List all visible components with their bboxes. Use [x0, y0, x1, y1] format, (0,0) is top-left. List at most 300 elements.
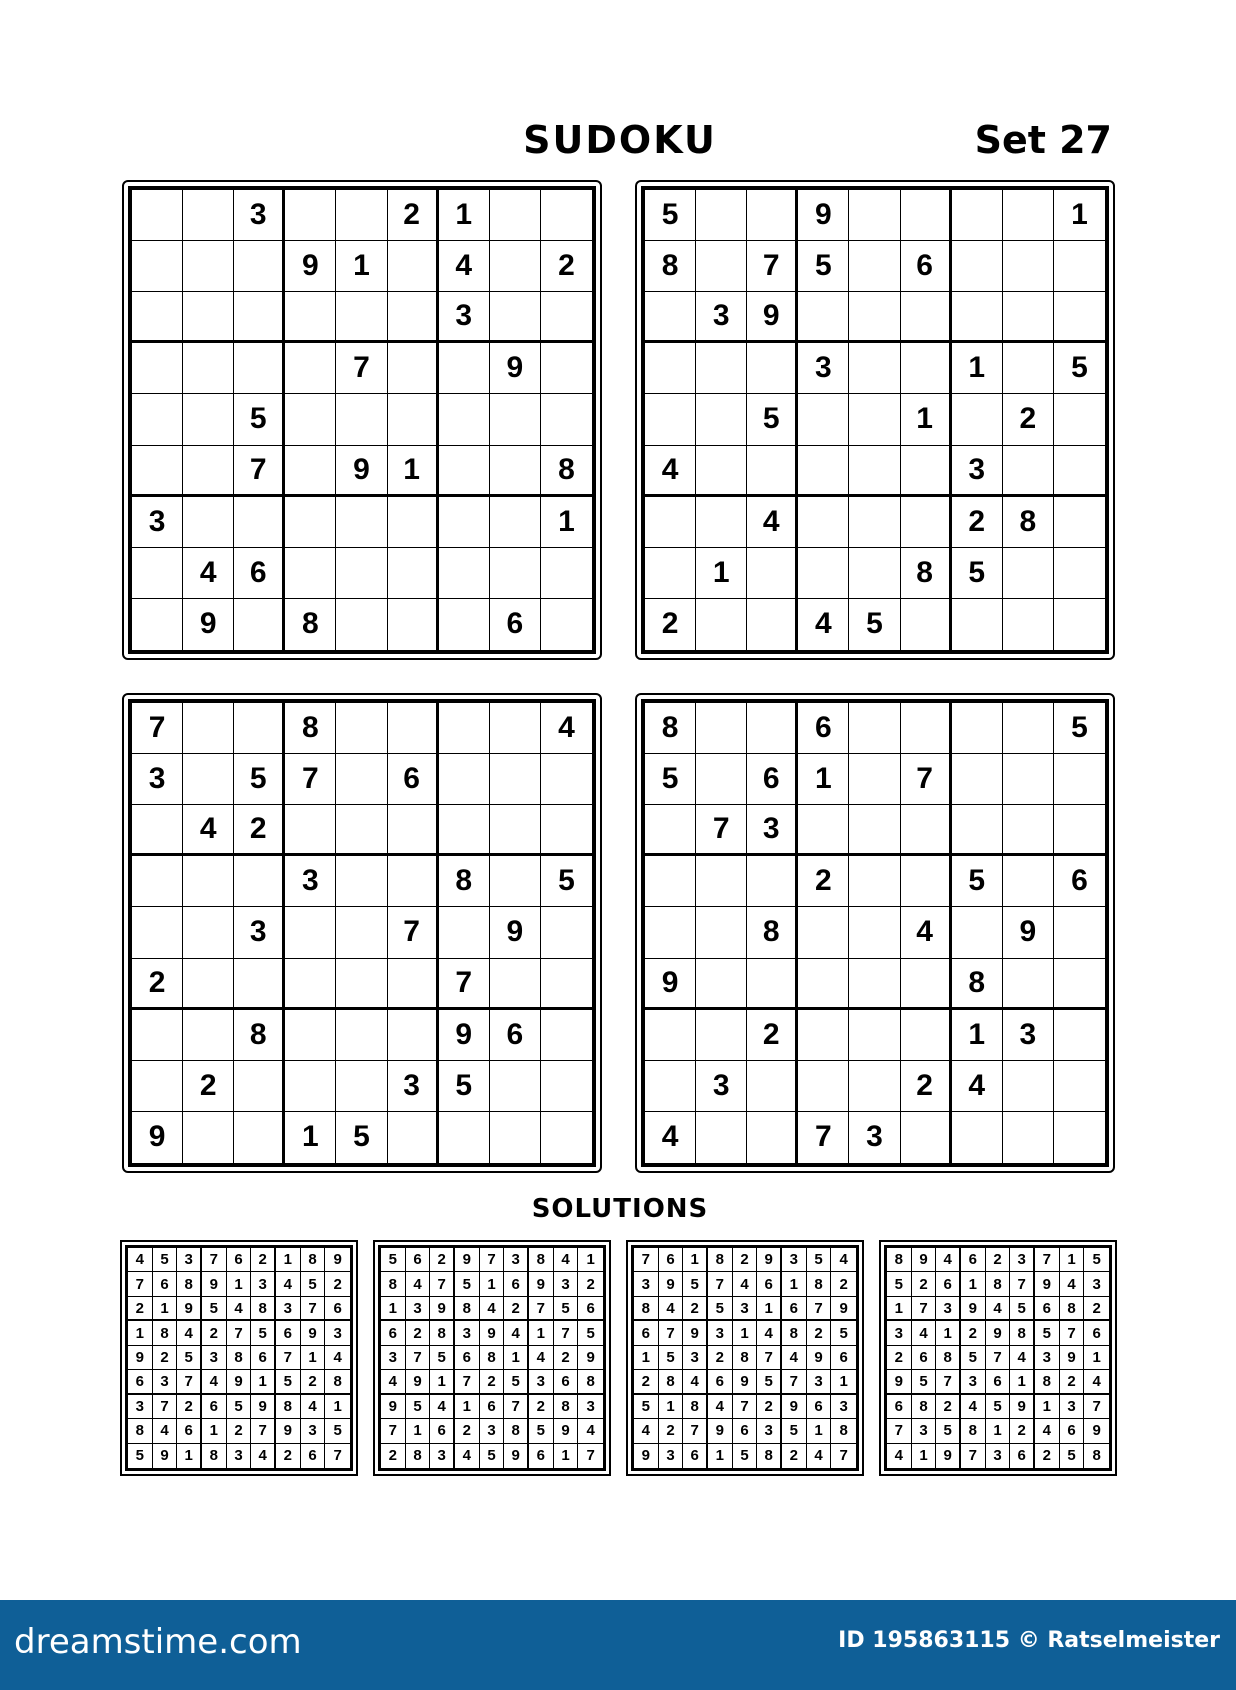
sudoku-cell[interactable]: [696, 394, 747, 445]
sudoku-cell[interactable]: [388, 805, 439, 856]
sudoku-cell: 6: [912, 1346, 937, 1370]
sudoku-cell[interactable]: [336, 394, 387, 445]
sudoku-cell[interactable]: [696, 497, 747, 548]
sudoku-cell[interactable]: [132, 343, 183, 394]
sudoku-cell[interactable]: [645, 1061, 696, 1112]
sudoku-cell: 7: [696, 805, 747, 856]
sudoku-cell[interactable]: [696, 343, 747, 394]
sudoku-cell[interactable]: [132, 446, 183, 497]
sudoku-cell: 8: [952, 959, 1003, 1010]
sudoku-cell[interactable]: [1003, 343, 1054, 394]
sudoku-cell: 8: [439, 856, 490, 907]
sudoku-cell[interactable]: [645, 343, 696, 394]
sudoku-cell[interactable]: [285, 1061, 336, 1112]
sudoku-cell[interactable]: [234, 241, 285, 292]
sudoku-cell[interactable]: [849, 959, 900, 1010]
sudoku-cell[interactable]: [1054, 599, 1105, 650]
sudoku-cell[interactable]: [1003, 959, 1054, 1010]
sudoku-cell[interactable]: [541, 190, 592, 241]
sudoku-cell[interactable]: [1054, 959, 1105, 1010]
sudoku-cell: 6: [1010, 1444, 1035, 1468]
sudoku-cell[interactable]: [645, 856, 696, 907]
sudoku-cell[interactable]: [132, 394, 183, 445]
sudoku-cell[interactable]: [234, 599, 285, 650]
sudoku-cell: 6: [659, 1248, 684, 1272]
sudoku-cell[interactable]: [285, 805, 336, 856]
sudoku-cell[interactable]: [388, 241, 439, 292]
sudoku-cell: 4: [529, 1346, 554, 1370]
sudoku-cell[interactable]: [901, 1112, 952, 1163]
sudoku-cell[interactable]: [183, 959, 234, 1010]
sudoku-cell[interactable]: [901, 497, 952, 548]
sudoku-cell[interactable]: [1054, 497, 1105, 548]
sudoku-cell[interactable]: [234, 1112, 285, 1163]
sudoku-cell[interactable]: [645, 548, 696, 599]
sudoku-cell[interactable]: [490, 856, 541, 907]
sudoku-cell[interactable]: [541, 805, 592, 856]
sudoku-cell[interactable]: [901, 805, 952, 856]
sudoku-cell[interactable]: [1003, 805, 1054, 856]
sudoku-cell: 5: [798, 241, 849, 292]
sudoku-cell: 7: [961, 1444, 986, 1468]
sudoku-cell[interactable]: [747, 703, 798, 754]
sudoku-cell[interactable]: [490, 548, 541, 599]
sudoku-cell: 5: [1060, 1444, 1085, 1468]
sudoku-cell[interactable]: [696, 907, 747, 958]
sudoku-cell[interactable]: [234, 497, 285, 548]
sudoku-cell[interactable]: [388, 599, 439, 650]
sudoku-cell[interactable]: [1003, 241, 1054, 292]
sudoku-cell[interactable]: [849, 394, 900, 445]
sudoku-cell[interactable]: [541, 1010, 592, 1061]
sudoku-cell[interactable]: [798, 394, 849, 445]
sudoku-cell: 1: [912, 1444, 937, 1468]
sudoku-cell[interactable]: [490, 805, 541, 856]
sudoku-cell[interactable]: [952, 907, 1003, 958]
sudoku-cell: 3: [634, 1272, 659, 1296]
sudoku-cell[interactable]: [183, 497, 234, 548]
sudoku-cell: 1: [1054, 190, 1105, 241]
sudoku-cell[interactable]: [541, 907, 592, 958]
sudoku-cell[interactable]: [439, 907, 490, 958]
sudoku-cell[interactable]: [1003, 1061, 1054, 1112]
sudoku-cell[interactable]: [541, 754, 592, 805]
sudoku-cell[interactable]: [285, 1010, 336, 1061]
sudoku-cell[interactable]: [901, 1010, 952, 1061]
sudoku-cell[interactable]: [849, 548, 900, 599]
sudoku-cell[interactable]: [439, 599, 490, 650]
sudoku-cell[interactable]: [336, 548, 387, 599]
sudoku-cell[interactable]: [183, 1010, 234, 1061]
sudoku-cell[interactable]: [234, 703, 285, 754]
sudoku-cell[interactable]: [696, 959, 747, 1010]
sudoku-cell[interactable]: [645, 497, 696, 548]
sudoku-cell[interactable]: [183, 907, 234, 958]
sudoku-cell[interactable]: [336, 190, 387, 241]
sudoku-cell[interactable]: [388, 703, 439, 754]
sudoku-cell: 4: [831, 1248, 856, 1272]
sudoku-cell[interactable]: [388, 1112, 439, 1163]
sudoku-cell: 6: [1084, 1321, 1109, 1345]
sudoku-cell[interactable]: [952, 703, 1003, 754]
sudoku-cell[interactable]: [849, 856, 900, 907]
sudoku-cell[interactable]: [336, 292, 387, 343]
sudoku-cell: 5: [936, 1419, 961, 1443]
sudoku-cell[interactable]: [747, 1061, 798, 1112]
sudoku-cell[interactable]: [285, 907, 336, 958]
sudoku-cell: 5: [912, 1370, 937, 1394]
sudoku-cell[interactable]: [849, 446, 900, 497]
sudoku-cell[interactable]: [901, 190, 952, 241]
sudoku-cell[interactable]: [849, 805, 900, 856]
sudoku-cell[interactable]: [285, 497, 336, 548]
sudoku-cell[interactable]: [1054, 394, 1105, 445]
sudoku-cell: 9: [183, 599, 234, 650]
sudoku-cell: 9: [132, 1112, 183, 1163]
sudoku-cell[interactable]: [901, 856, 952, 907]
sudoku-cell[interactable]: [901, 959, 952, 1010]
sudoku-cell[interactable]: [952, 805, 1003, 856]
sudoku-cell[interactable]: [183, 703, 234, 754]
sudoku-cell[interactable]: [952, 292, 1003, 343]
sudoku-cell[interactable]: [439, 497, 490, 548]
sudoku-cell[interactable]: [388, 292, 439, 343]
sudoku-cell[interactable]: [747, 959, 798, 1010]
sudoku-cell[interactable]: [901, 292, 952, 343]
sudoku-cell[interactable]: [901, 343, 952, 394]
sudoku-cell: 9: [807, 1346, 832, 1370]
sudoku-cell: 8: [634, 1297, 659, 1321]
sudoku-cell[interactable]: [952, 241, 1003, 292]
sudoku-cell[interactable]: [183, 292, 234, 343]
sudoku-cell[interactable]: [132, 907, 183, 958]
sudoku-cell: 2: [183, 1061, 234, 1112]
sudoku-cell[interactable]: [388, 548, 439, 599]
sudoku-cell[interactable]: [645, 907, 696, 958]
sudoku-cell[interactable]: [285, 190, 336, 241]
sudoku-cell: 7: [747, 241, 798, 292]
sudoku-cell: 5: [782, 1419, 807, 1443]
sudoku-cell[interactable]: [132, 856, 183, 907]
sudoku-cell[interactable]: [388, 1010, 439, 1061]
sudoku-cell[interactable]: [490, 190, 541, 241]
sudoku-cell: 7: [659, 1321, 684, 1345]
sudoku-cell[interactable]: [1003, 446, 1054, 497]
sudoku-cell[interactable]: [849, 190, 900, 241]
sudoku-cell[interactable]: [336, 805, 387, 856]
sudoku-cell[interactable]: [490, 497, 541, 548]
sudoku-cell: 8: [887, 1248, 912, 1272]
sudoku-cell[interactable]: [285, 292, 336, 343]
sudoku-cell: 4: [480, 1297, 505, 1321]
sudoku-cell[interactable]: [849, 703, 900, 754]
sudoku-cell[interactable]: [183, 754, 234, 805]
sudoku-cell[interactable]: [490, 446, 541, 497]
sudoku-cell[interactable]: [439, 394, 490, 445]
sudoku-cell: 9: [529, 1272, 554, 1296]
sudoku-cell[interactable]: [1054, 241, 1105, 292]
sudoku-cell[interactable]: [490, 754, 541, 805]
sudoku-cell[interactable]: [747, 1112, 798, 1163]
sudoku-cell[interactable]: [336, 703, 387, 754]
sudoku-cell[interactable]: [798, 446, 849, 497]
sudoku-cell[interactable]: [490, 703, 541, 754]
sudoku-cell[interactable]: [285, 446, 336, 497]
sudoku-cell[interactable]: [490, 1112, 541, 1163]
sudoku-cell[interactable]: [336, 599, 387, 650]
sudoku-cell[interactable]: [285, 394, 336, 445]
sudoku-cell: 5: [683, 1272, 708, 1296]
sudoku-cell[interactable]: [541, 548, 592, 599]
sudoku-cell[interactable]: [645, 394, 696, 445]
sudoku-cell[interactable]: [132, 805, 183, 856]
sudoku-cell[interactable]: [1054, 1010, 1105, 1061]
sudoku-cell: 8: [1003, 497, 1054, 548]
sudoku-cell[interactable]: [696, 1010, 747, 1061]
sudoku-cell[interactable]: [1003, 599, 1054, 650]
sudoku-cell[interactable]: [439, 1112, 490, 1163]
sudoku-cell[interactable]: [132, 1061, 183, 1112]
sudoku-cell[interactable]: [490, 241, 541, 292]
sudoku-cell[interactable]: [747, 856, 798, 907]
sudoku-cell[interactable]: [1003, 1112, 1054, 1163]
sudoku-cell: 4: [1035, 1419, 1060, 1443]
sudoku-cell[interactable]: [696, 241, 747, 292]
sudoku-cell: 9: [634, 1444, 659, 1468]
sudoku-cell[interactable]: [798, 548, 849, 599]
sudoku-cell[interactable]: [1054, 754, 1105, 805]
sudoku-cell: 8: [430, 1321, 455, 1345]
sudoku-cell[interactable]: [388, 856, 439, 907]
sudoku-cell[interactable]: [747, 190, 798, 241]
sudoku-cell[interactable]: [1003, 703, 1054, 754]
sudoku-cell[interactable]: [696, 190, 747, 241]
sudoku-cell[interactable]: [541, 394, 592, 445]
sudoku-cell[interactable]: [952, 190, 1003, 241]
sudoku-cell[interactable]: [490, 394, 541, 445]
sudoku-cell[interactable]: [952, 599, 1003, 650]
sudoku-cell[interactable]: [645, 1010, 696, 1061]
sudoku-cell[interactable]: [439, 446, 490, 497]
sudoku-cell[interactable]: [439, 805, 490, 856]
sudoku-cell: 8: [276, 1395, 301, 1419]
sudoku-cell[interactable]: [696, 856, 747, 907]
sudoku-cell[interactable]: [1003, 754, 1054, 805]
sudoku-grid: [884, 1245, 1112, 1471]
sudoku-cell[interactable]: [696, 703, 747, 754]
sudoku-cell: 9: [747, 292, 798, 343]
sudoku-cell[interactable]: [645, 805, 696, 856]
sudoku-cell: 5: [645, 754, 696, 805]
sudoku-cell: 4: [634, 1419, 659, 1443]
sudoku-cell: 5: [887, 1272, 912, 1296]
sudoku-cell[interactable]: [388, 343, 439, 394]
sudoku-cell[interactable]: [439, 754, 490, 805]
sudoku-cell[interactable]: [183, 190, 234, 241]
sudoku-grid: [128, 186, 596, 654]
sudoku-cell[interactable]: [541, 343, 592, 394]
sudoku-cell[interactable]: [132, 292, 183, 343]
sudoku-cell[interactable]: [183, 856, 234, 907]
sudoku-cell[interactable]: [747, 548, 798, 599]
sudoku-cell[interactable]: [1054, 446, 1105, 497]
sudoku-cell[interactable]: [183, 394, 234, 445]
sudoku-cell[interactable]: [285, 343, 336, 394]
sudoku-cell[interactable]: [798, 1061, 849, 1112]
sudoku-cell: 1: [504, 1346, 529, 1370]
sudoku-cell[interactable]: [336, 1010, 387, 1061]
sudoku-cell[interactable]: [1003, 856, 1054, 907]
sudoku-cell: 6: [504, 1272, 529, 1296]
sudoku-cell[interactable]: [1054, 805, 1105, 856]
sudoku-cell: 5: [234, 754, 285, 805]
sudoku-cell[interactable]: [1054, 907, 1105, 958]
sudoku-cell: 3: [388, 1061, 439, 1112]
sudoku-cell: 9: [1060, 1346, 1085, 1370]
sudoku-cell[interactable]: [747, 343, 798, 394]
sudoku-cell: 2: [430, 1248, 455, 1272]
sudoku-cell: 6: [234, 548, 285, 599]
sudoku-cell[interactable]: [696, 446, 747, 497]
sudoku-cell: 8: [645, 703, 696, 754]
sudoku-cell[interactable]: [285, 548, 336, 599]
sudoku-cell[interactable]: [849, 241, 900, 292]
sudoku-cell[interactable]: [849, 907, 900, 958]
sudoku-cell[interactable]: [798, 805, 849, 856]
sudoku-cell[interactable]: [183, 446, 234, 497]
sudoku-cell: 7: [634, 1248, 659, 1272]
puzzle-3: [122, 693, 602, 1173]
sudoku-cell[interactable]: [849, 754, 900, 805]
sudoku-cell: 9: [430, 1297, 455, 1321]
sudoku-cell[interactable]: [747, 599, 798, 650]
sudoku-cell[interactable]: [234, 292, 285, 343]
sudoku-cell[interactable]: [439, 703, 490, 754]
sudoku-cell[interactable]: [1003, 548, 1054, 599]
sudoku-cell[interactable]: [541, 959, 592, 1010]
sudoku-cell[interactable]: [336, 1061, 387, 1112]
sudoku-cell[interactable]: [1054, 292, 1105, 343]
sudoku-cell[interactable]: [132, 190, 183, 241]
sudoku-cell[interactable]: [696, 1112, 747, 1163]
sudoku-cell[interactable]: [1003, 292, 1054, 343]
sudoku-cell: 7: [430, 1272, 455, 1296]
sudoku-cell[interactable]: [388, 497, 439, 548]
sudoku-cell[interactable]: [541, 1112, 592, 1163]
sudoku-cell: 7: [554, 1321, 579, 1345]
sudoku-cell[interactable]: [901, 703, 952, 754]
sudoku-cell: 4: [177, 1321, 202, 1345]
sudoku-cell: 5: [202, 1297, 227, 1321]
sudoku-cell[interactable]: [541, 292, 592, 343]
sudoku-cell[interactable]: [183, 343, 234, 394]
sudoku-cell[interactable]: [132, 599, 183, 650]
sudoku-cell[interactable]: [696, 754, 747, 805]
sudoku-cell[interactable]: [490, 1061, 541, 1112]
sudoku-cell[interactable]: [952, 394, 1003, 445]
sudoku-cell[interactable]: [952, 754, 1003, 805]
sudoku-cell[interactable]: [849, 292, 900, 343]
sudoku-cell[interactable]: [541, 1061, 592, 1112]
sudoku-cell[interactable]: [1054, 1112, 1105, 1163]
sudoku-cell[interactable]: [747, 446, 798, 497]
sudoku-cell[interactable]: [336, 497, 387, 548]
sudoku-cell: 6: [301, 1444, 326, 1468]
sudoku-cell: 3: [961, 1370, 986, 1394]
sudoku-cell: 4: [406, 1272, 431, 1296]
sudoku-cell[interactable]: [234, 1061, 285, 1112]
sudoku-cell[interactable]: [439, 343, 490, 394]
sudoku-cell[interactable]: [132, 241, 183, 292]
sudoku-cell[interactable]: [952, 1112, 1003, 1163]
sudoku-cell: 3: [659, 1444, 684, 1468]
sudoku-cell[interactable]: [439, 548, 490, 599]
sudoku-cell[interactable]: [234, 856, 285, 907]
sudoku-cell: 3: [504, 1248, 529, 1272]
sudoku-cell: 5: [301, 1272, 326, 1296]
sudoku-cell[interactable]: [183, 1112, 234, 1163]
sudoku-cell: 7: [455, 1370, 480, 1394]
sudoku-cell[interactable]: [849, 1061, 900, 1112]
sudoku-cell: 4: [251, 1444, 276, 1468]
sudoku-cell[interactable]: [388, 959, 439, 1010]
sudoku-cell: 2: [807, 1321, 832, 1345]
sudoku-cell[interactable]: [849, 1010, 900, 1061]
sudoku-cell[interactable]: [336, 907, 387, 958]
sudoku-cell[interactable]: [798, 907, 849, 958]
sudoku-cell[interactable]: [285, 959, 336, 1010]
sudoku-cell[interactable]: [1054, 548, 1105, 599]
sudoku-cell[interactable]: [798, 959, 849, 1010]
sudoku-cell[interactable]: [1054, 1061, 1105, 1112]
sudoku-cell[interactable]: [798, 1010, 849, 1061]
sudoku-cell[interactable]: [798, 292, 849, 343]
sudoku-cell[interactable]: [849, 497, 900, 548]
sudoku-cell: 1: [961, 1272, 986, 1296]
sudoku-cell: 1: [1060, 1248, 1085, 1272]
sudoku-cell[interactable]: [901, 599, 952, 650]
sudoku-cell: 7: [708, 1272, 733, 1296]
sudoku-cell: 4: [455, 1444, 480, 1468]
brand-logo[interactable]: dreamstime.com: [14, 1622, 302, 1662]
sudoku-cell[interactable]: [490, 959, 541, 1010]
sudoku-cell: 3: [251, 1272, 276, 1296]
sudoku-cell[interactable]: [132, 548, 183, 599]
sudoku-cell: 6: [961, 1248, 986, 1272]
sudoku-cell[interactable]: [388, 394, 439, 445]
sudoku-cell: 8: [325, 1370, 350, 1394]
sudoku-cell: 5: [952, 548, 1003, 599]
sudoku-cell[interactable]: [490, 292, 541, 343]
sudoku-cell[interactable]: [645, 292, 696, 343]
sudoku-cell[interactable]: [336, 754, 387, 805]
sudoku-cell[interactable]: [798, 497, 849, 548]
sudoku-cell[interactable]: [336, 856, 387, 907]
sudoku-cell[interactable]: [901, 446, 952, 497]
sudoku-cell: 2: [659, 1419, 684, 1443]
sudoku-cell[interactable]: [132, 1010, 183, 1061]
sudoku-cell[interactable]: [849, 343, 900, 394]
sudoku-cell[interactable]: [696, 599, 747, 650]
sudoku-cell[interactable]: [336, 959, 387, 1010]
sudoku-cell[interactable]: [1003, 190, 1054, 241]
sudoku-cell[interactable]: [183, 241, 234, 292]
sudoku-cell[interactable]: [234, 959, 285, 1010]
sudoku-cell: 3: [177, 1248, 202, 1272]
sudoku-cell: 5: [439, 1061, 490, 1112]
sudoku-cell[interactable]: [234, 343, 285, 394]
sudoku-cell[interactable]: [541, 599, 592, 650]
